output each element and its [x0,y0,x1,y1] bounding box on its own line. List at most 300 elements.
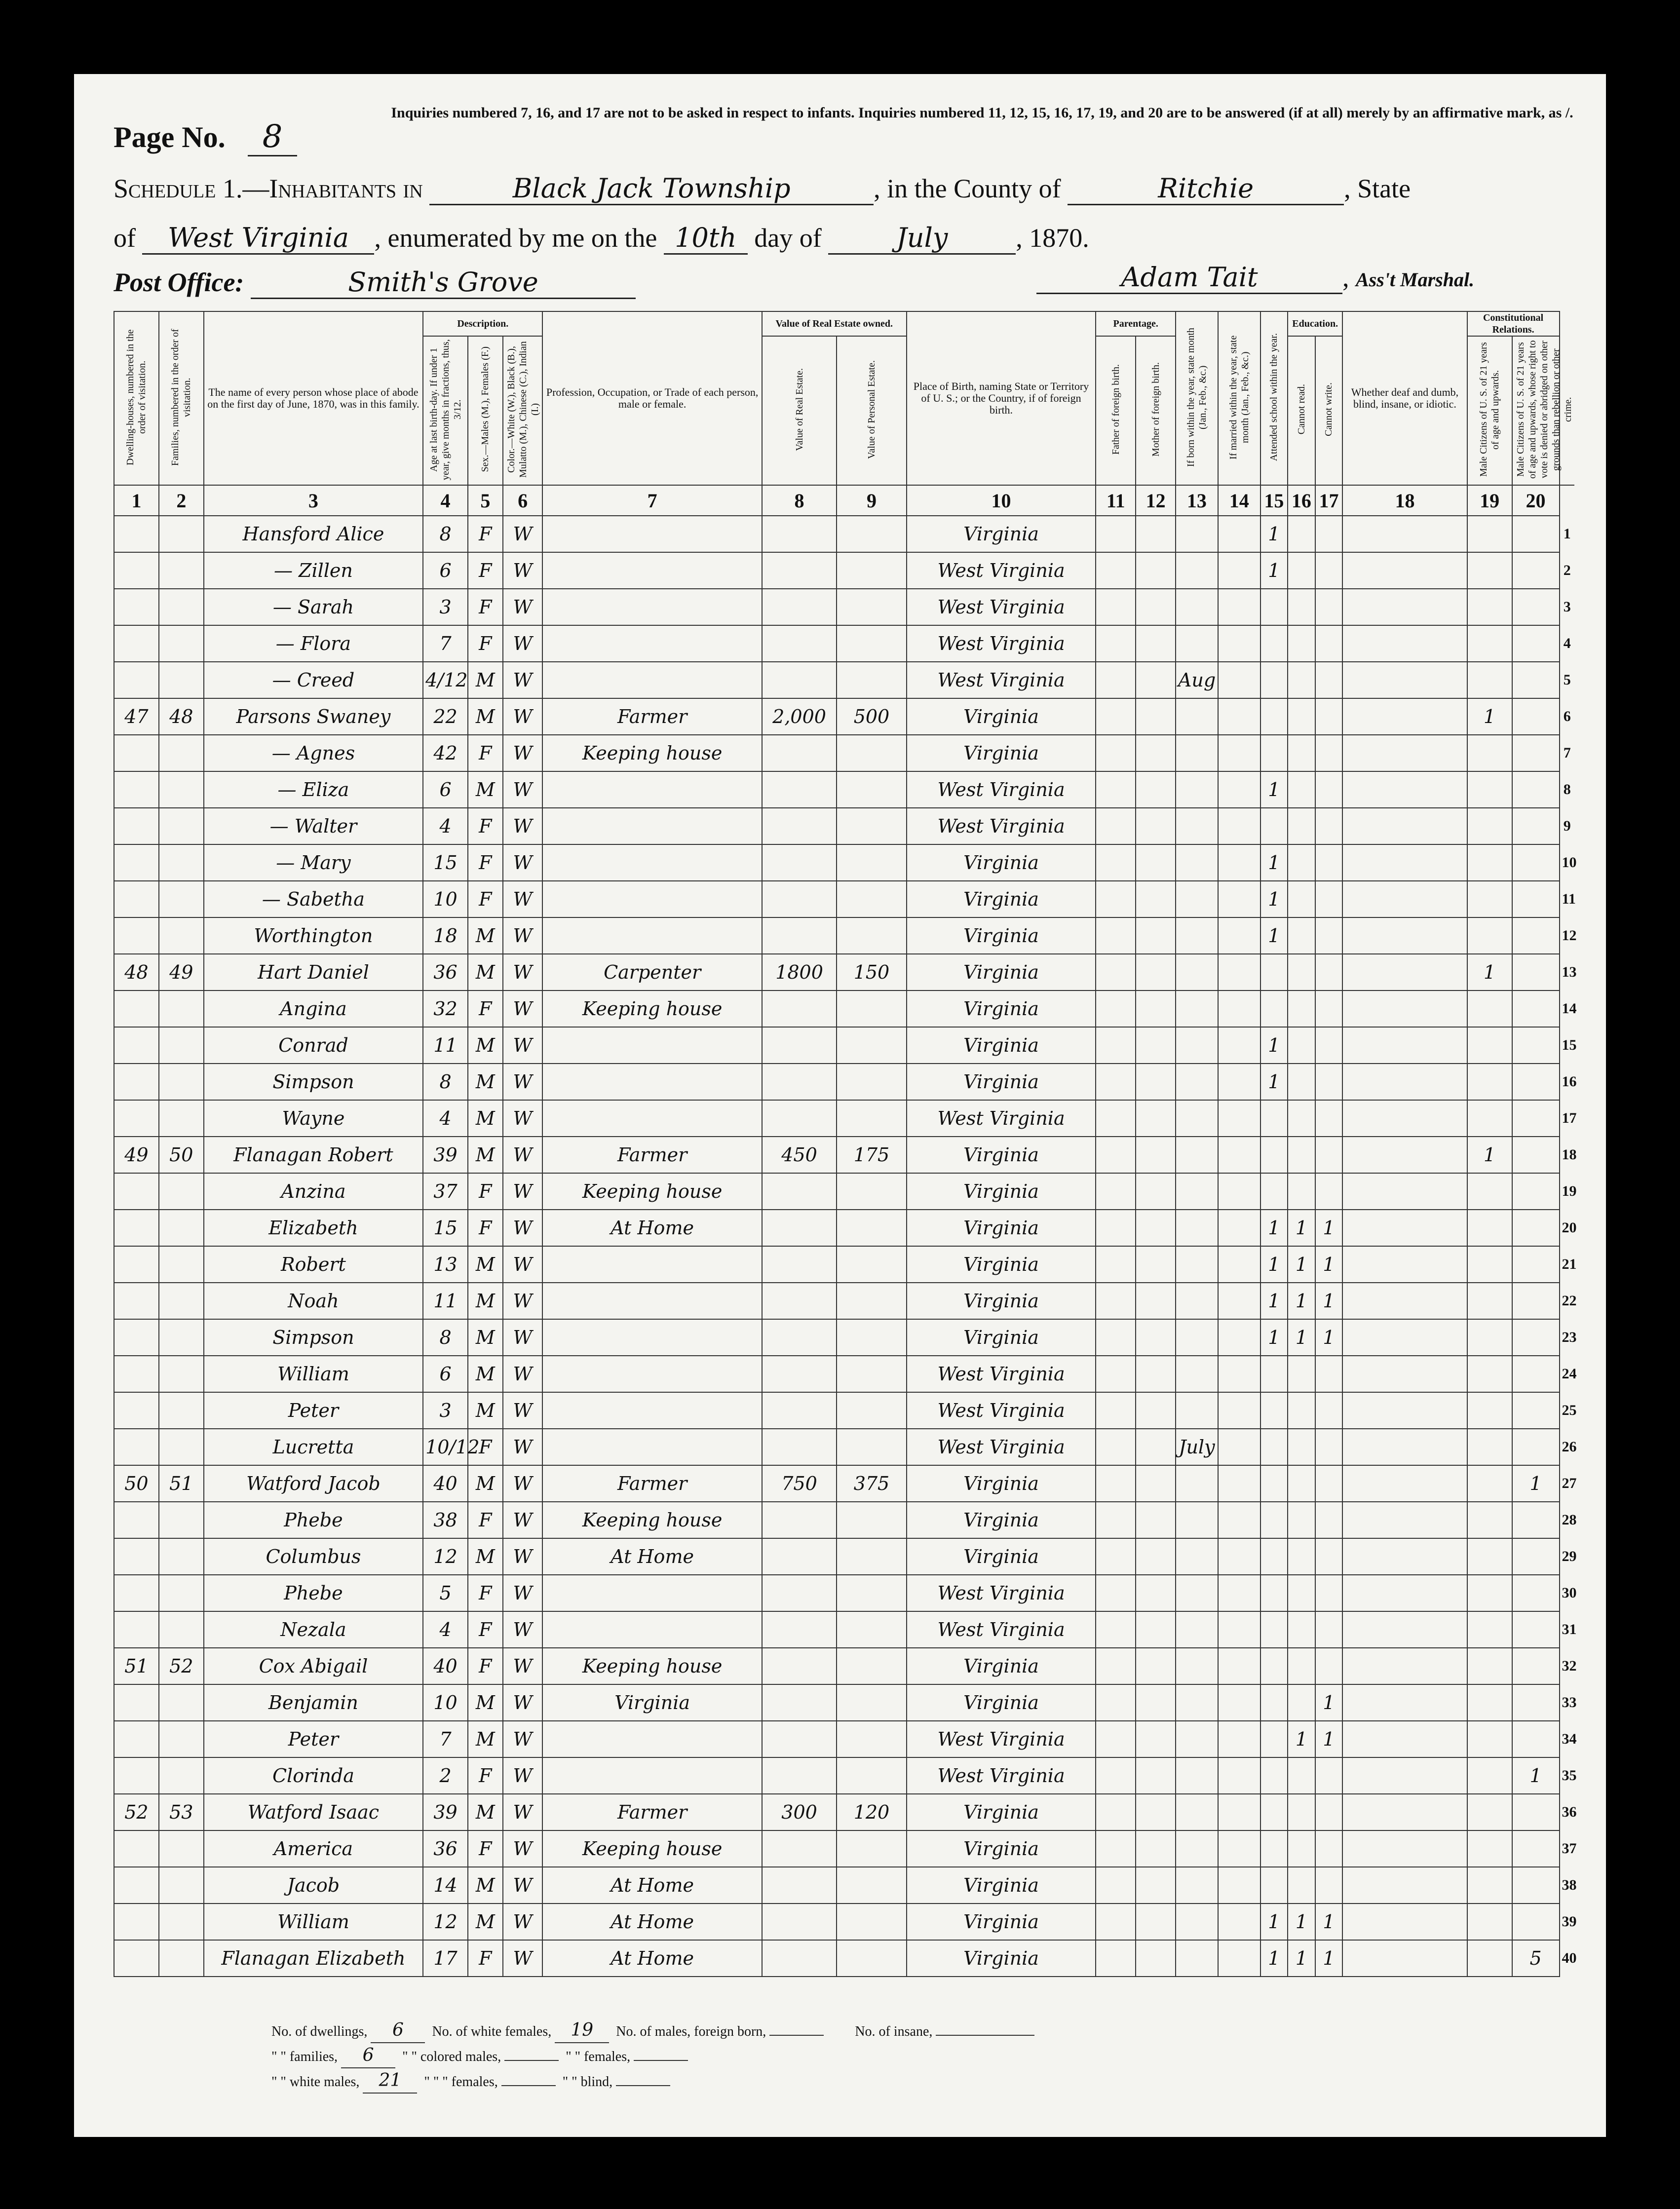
real-estate-value-cell [762,1648,837,1684]
color-cell: W [503,625,543,662]
born-month-cell [1176,552,1218,589]
occupation-cell [542,589,762,625]
married-month-cell [1218,625,1260,662]
disability-cell [1342,990,1467,1027]
line-number: 24 [1562,1366,1577,1382]
real-estate-value-cell: 300 [762,1794,837,1830]
male-citizen-cell [1467,1502,1512,1538]
age-cell: 15 [423,1210,468,1246]
family-number-cell [159,917,204,954]
color-cell: W [503,1904,543,1940]
table-row [114,1356,1574,1392]
mother-foreign-cell [1136,808,1176,844]
value-group-header: Value of Real Estate owned. [762,311,907,336]
father-foreign-cell [1096,1940,1136,1977]
col-vote-denied-header: Male Citizens of U. S. of 21 years of age and upwards, whose right to vote is denied or abridged on other grounds than rebellion or other crime. [1512,336,1560,485]
col-cannot-write-header: Cannot write. [1315,336,1343,485]
birthplace-cell: Virginia [907,917,1096,954]
cannot-write-cell [1315,1392,1343,1429]
male-citizen-cell [1467,516,1512,552]
married-month-cell [1218,1611,1260,1648]
real-estate-value-cell [762,1575,837,1611]
person-name-cell: Nezala [204,1611,423,1648]
cannot-read-cell [1288,844,1315,881]
color-cell: W [503,1319,543,1356]
color-cell: W [503,1575,543,1611]
mother-foreign-cell [1136,1830,1176,1867]
col-disability-header: Whether deaf and dumb, blind, insane, or idiotic. [1342,311,1467,485]
family-number-cell: 50 [159,1137,204,1173]
personal-estate-value-cell [837,735,906,771]
born-month-cell [1176,1356,1218,1392]
father-foreign-cell [1096,1904,1136,1940]
occupation-cell [542,1429,762,1465]
sex-cell: M [468,662,503,698]
dwelling-number-cell [114,990,159,1027]
mother-foreign-cell [1136,1429,1176,1465]
real-estate-value-cell [762,881,837,917]
column-number: 15 [1260,485,1288,516]
column-numbers-row [114,485,1574,516]
vote-denied-cell [1512,1794,1560,1830]
column-number: 18 [1342,485,1467,516]
cannot-read-cell [1288,552,1315,589]
attended-school-cell: 1 [1260,1940,1288,1977]
attended-school-cell [1260,1867,1288,1904]
born-month-cell [1176,1794,1218,1830]
vote-denied-cell [1512,1319,1560,1356]
person-name-cell: Conrad [204,1027,423,1064]
born-month-cell [1176,990,1218,1027]
married-month-cell [1218,1027,1260,1064]
constitutional-group-header: Constitutional Relations. [1467,311,1560,336]
attended-school-cell: 1 [1260,1027,1288,1064]
sex-cell: F [468,844,503,881]
real-estate-value-cell: 450 [762,1137,837,1173]
born-month-cell [1176,844,1218,881]
table-row [114,1684,1574,1721]
married-month-cell [1218,1794,1260,1830]
table-row [114,589,1574,625]
table-row [114,1940,1574,1977]
age-cell: 18 [423,917,468,954]
married-month-cell [1218,552,1260,589]
line-number: 34 [1562,1731,1577,1747]
male-citizen-cell [1467,1064,1512,1100]
sex-cell: F [468,881,503,917]
male-citizen-cell [1467,1611,1512,1648]
col-mother-foreign-header: Mother of foreign birth. [1136,336,1176,485]
cannot-read-cell [1288,771,1315,808]
birthplace-cell: West Virginia [907,1356,1096,1392]
occupation-cell: Farmer [542,698,762,735]
age-cell: 37 [423,1173,468,1210]
occupation-cell [542,808,762,844]
mother-foreign-cell [1136,589,1176,625]
person-name-cell: — Flora [204,625,423,662]
dwelling-number-cell [114,1210,159,1246]
age-cell: 22 [423,698,468,735]
sex-cell: M [468,1137,503,1173]
disability-cell [1342,1319,1467,1356]
color-cell: W [503,1465,543,1502]
cannot-write-cell [1315,771,1343,808]
line-number: 19 [1562,1183,1577,1199]
personal-estate-value-cell [837,1904,906,1940]
family-number-cell [159,844,204,881]
mother-foreign-cell [1136,1648,1176,1684]
cannot-write-cell [1315,589,1343,625]
personal-estate-value-cell [837,1173,906,1210]
occupation-cell: Carpenter [542,954,762,990]
age-cell: 8 [423,516,468,552]
dwelling-number-cell: 47 [114,698,159,735]
cannot-read-cell [1288,1611,1315,1648]
cannot-read-cell [1288,1830,1315,1867]
male-citizen-cell [1467,1429,1512,1465]
age-cell: 3 [423,589,468,625]
vote-denied-cell [1512,1648,1560,1684]
sex-cell: F [468,589,503,625]
col-school-header: Attended school within the year. [1260,311,1288,485]
attended-school-cell: 1 [1260,917,1288,954]
col-born-month-header: If born within the year, state month (Jan., Feb., &c.) [1176,311,1218,485]
table-row [114,1429,1574,1465]
mother-foreign-cell [1136,1356,1176,1392]
personal-estate-value-cell: 500 [837,698,906,735]
cannot-read-cell [1288,662,1315,698]
age-cell: 5 [423,1575,468,1611]
attended-school-cell [1260,1648,1288,1684]
family-number-cell [159,552,204,589]
cannot-write-cell [1315,1502,1343,1538]
vote-denied-cell [1512,1137,1560,1173]
line-number: 32 [1562,1658,1577,1674]
family-number-cell [159,1319,204,1356]
married-month-cell [1218,1904,1260,1940]
family-number-cell: 51 [159,1465,204,1502]
cannot-write-cell [1315,516,1343,552]
male-citizen-cell [1467,1246,1512,1283]
cannot-write-cell [1315,844,1343,881]
table-row [114,1502,1574,1538]
occupation-cell [542,1283,762,1319]
line-number: 33 [1562,1694,1577,1711]
born-month-cell [1176,1064,1218,1100]
cannot-write-cell [1315,881,1343,917]
cannot-write-cell [1315,1757,1343,1794]
color-cell: W [503,844,543,881]
attended-school-cell [1260,1356,1288,1392]
mother-foreign-cell [1136,1502,1176,1538]
born-month-cell [1176,1392,1218,1429]
real-estate-value-cell [762,1210,837,1246]
family-number-cell [159,808,204,844]
age-cell: 6 [423,771,468,808]
family-number-cell [159,1721,204,1757]
age-cell: 40 [423,1465,468,1502]
married-month-cell [1218,1757,1260,1794]
cannot-read-cell [1288,735,1315,771]
family-number-cell [159,1502,204,1538]
father-foreign-cell [1096,1210,1136,1246]
personal-estate-value-cell [837,1027,906,1064]
sex-cell: F [468,1940,503,1977]
birthplace-cell: Virginia [907,881,1096,917]
color-cell: W [503,881,543,917]
born-month-cell [1176,954,1218,990]
disability-cell [1342,881,1467,917]
table-row [114,698,1574,735]
table-row [114,808,1574,844]
cannot-read-cell [1288,1027,1315,1064]
attended-school-cell: 1 [1260,844,1288,881]
married-month-cell [1218,1173,1260,1210]
disability-cell [1342,589,1467,625]
family-number-cell [159,771,204,808]
col-dwelling-header: Dwelling-houses, numbered in the order of visitation. [114,311,159,485]
born-month-cell [1176,1210,1218,1246]
birthplace-cell: Virginia [907,990,1096,1027]
father-foreign-cell [1096,1319,1136,1356]
mother-foreign-cell [1136,1137,1176,1173]
male-citizen-cell [1467,1210,1512,1246]
vote-denied-cell [1512,844,1560,881]
disability-cell [1342,1392,1467,1429]
sex-cell: M [468,1064,503,1100]
age-cell: 36 [423,1830,468,1867]
disability-cell [1342,1502,1467,1538]
male-citizen-cell [1467,1757,1512,1794]
person-name-cell: Jacob [204,1867,423,1904]
cannot-write-cell [1315,1575,1343,1611]
cannot-write-cell [1315,1830,1343,1867]
married-month-cell [1218,954,1260,990]
personal-estate-value-cell [837,662,906,698]
real-estate-value-cell [762,771,837,808]
birthplace-cell: Virginia [907,516,1096,552]
age-cell: 40 [423,1648,468,1684]
born-month-cell [1176,1538,1218,1575]
color-cell: W [503,1502,543,1538]
married-month-cell [1218,881,1260,917]
family-number-cell: 49 [159,954,204,990]
township-field: Black Jack Township [429,173,874,205]
dwelling-number-cell: 50 [114,1465,159,1502]
birthplace-cell: West Virginia [907,1611,1096,1648]
disability-cell [1342,1173,1467,1210]
family-number-cell [159,516,204,552]
cannot-read-cell [1288,808,1315,844]
birthplace-cell: Virginia [907,1064,1096,1100]
married-month-cell [1218,516,1260,552]
attended-school-cell [1260,1538,1288,1575]
sex-cell: M [468,1319,503,1356]
color-cell: W [503,1246,543,1283]
age-cell: 39 [423,1794,468,1830]
vote-denied-cell [1512,1246,1560,1283]
mother-foreign-cell [1136,516,1176,552]
marshal-label: Ass't Marshal. [1356,268,1475,291]
cannot-write-cell [1315,735,1343,771]
male-citizen-cell [1467,881,1512,917]
father-foreign-cell [1096,1611,1136,1648]
mother-foreign-cell [1136,1757,1176,1794]
attended-school-cell [1260,1465,1288,1502]
father-foreign-cell [1096,1757,1136,1794]
line-number: 17 [1562,1110,1577,1126]
cannot-read-cell: 1 [1288,1210,1315,1246]
attended-school-cell [1260,698,1288,735]
real-estate-value-cell: 1800 [762,954,837,990]
age-cell: 10/12 [423,1429,468,1465]
mother-foreign-cell [1136,1064,1176,1100]
real-estate-value-cell [762,1173,837,1210]
sex-cell: M [468,1904,503,1940]
dwelling-number-cell [114,1319,159,1356]
born-month-cell [1176,1465,1218,1502]
person-name-cell: Elizabeth [204,1210,423,1246]
table-row [114,1465,1574,1502]
vote-denied-cell [1512,1173,1560,1210]
age-cell: 4/12 [423,662,468,698]
mother-foreign-cell [1136,1246,1176,1283]
color-cell: W [503,589,543,625]
disability-cell [1342,1794,1467,1830]
cannot-read-cell [1288,1356,1315,1392]
mother-foreign-cell [1136,917,1176,954]
real-estate-value-cell [762,1100,837,1137]
father-foreign-cell [1096,1283,1136,1319]
dwelling-number-cell: 52 [114,1794,159,1830]
color-cell: W [503,662,543,698]
color-cell: W [503,990,543,1027]
personal-estate-value-cell [837,1830,906,1867]
birthplace-cell: Virginia [907,844,1096,881]
family-number-cell [159,990,204,1027]
real-estate-value-cell: 2,000 [762,698,837,735]
line-number: 16 [1562,1073,1577,1090]
page-no-value: 8 [248,118,298,156]
married-month-cell [1218,1940,1260,1977]
page-no-label: Page No. [114,121,226,153]
vote-denied-cell [1512,1830,1560,1867]
person-name-cell: Phebe [204,1502,423,1538]
cannot-read-cell [1288,625,1315,662]
married-month-cell [1218,662,1260,698]
dwelling-number-cell [114,1100,159,1137]
sex-cell: F [468,808,503,844]
col-cannot-read-header: Cannot read. [1288,336,1315,485]
disability-cell [1342,625,1467,662]
attended-school-cell [1260,1502,1288,1538]
disability-cell [1342,1904,1467,1940]
born-month-cell [1176,735,1218,771]
born-month-cell [1176,698,1218,735]
birthplace-cell: Virginia [907,735,1096,771]
table-row [114,1064,1574,1100]
person-name-cell: — Walter [204,808,423,844]
father-foreign-cell [1096,1100,1136,1137]
real-estate-value-cell [762,1757,837,1794]
disability-cell [1342,1210,1467,1246]
disability-cell [1342,1027,1467,1064]
color-cell: W [503,1940,543,1977]
birthplace-cell: West Virginia [907,662,1096,698]
attended-school-cell [1260,1721,1288,1757]
of-label: of [114,223,136,253]
personal-estate-value-cell: 150 [837,954,906,990]
male-citizen-cell [1467,1392,1512,1429]
attended-school-cell [1260,1575,1288,1611]
sex-cell: F [468,1648,503,1684]
line-number: 1 [1563,526,1571,542]
personal-estate-value-cell [837,1064,906,1100]
color-cell: W [503,1210,543,1246]
color-cell: W [503,954,543,990]
father-foreign-cell [1096,1575,1136,1611]
vote-denied-cell [1512,881,1560,917]
line-number: 7 [1563,745,1571,761]
line-number: 23 [1562,1329,1577,1345]
married-month-cell [1218,1830,1260,1867]
father-foreign-cell [1096,844,1136,881]
mother-foreign-cell [1136,844,1176,881]
mother-foreign-cell [1136,1867,1176,1904]
birthplace-cell: Virginia [907,698,1096,735]
person-name-cell: Noah [204,1283,423,1319]
born-month-cell [1176,1721,1218,1757]
personal-estate-value-cell: 120 [837,1794,906,1830]
attended-school-cell [1260,990,1288,1027]
real-estate-value-cell [762,1721,837,1757]
personal-estate-value-cell [837,917,906,954]
occupation-cell [542,625,762,662]
color-cell: W [503,516,543,552]
mother-foreign-cell [1136,881,1176,917]
attended-school-cell: 1 [1260,1246,1288,1283]
sex-cell: F [468,1830,503,1867]
parentage-group-header: Parentage. [1096,311,1176,336]
line-number: 15 [1562,1037,1577,1053]
dwelling-number-cell [114,552,159,589]
born-month-cell [1176,1684,1218,1721]
attended-school-cell: 1 [1260,1283,1288,1319]
vote-denied-cell [1512,1904,1560,1940]
vote-denied-cell [1512,771,1560,808]
personal-estate-value-cell [837,881,906,917]
father-foreign-cell [1096,1867,1136,1904]
column-number: 20 [1512,485,1560,516]
occupation-cell [542,1721,762,1757]
table-row [114,1392,1574,1429]
table-row [114,1246,1574,1283]
married-month-cell [1218,1429,1260,1465]
marshal-line: Adam Tait , Ass't Marshal. [1036,262,1474,294]
sex-cell: F [468,625,503,662]
table-row [114,662,1574,698]
disability-cell [1342,1721,1467,1757]
born-month-cell [1176,1246,1218,1283]
sex-cell: F [468,1210,503,1246]
real-estate-value-cell [762,1246,837,1283]
dwellings-count: 6 [371,2019,425,2043]
real-estate-value-cell [762,662,837,698]
col-color-header: Color.—White (W.), Black (B.), Mulatto (M.), Chinese (C.), Indian (I.) [503,336,543,485]
color-cell: W [503,698,543,735]
table-row [114,1575,1574,1611]
table-row [114,1173,1574,1210]
